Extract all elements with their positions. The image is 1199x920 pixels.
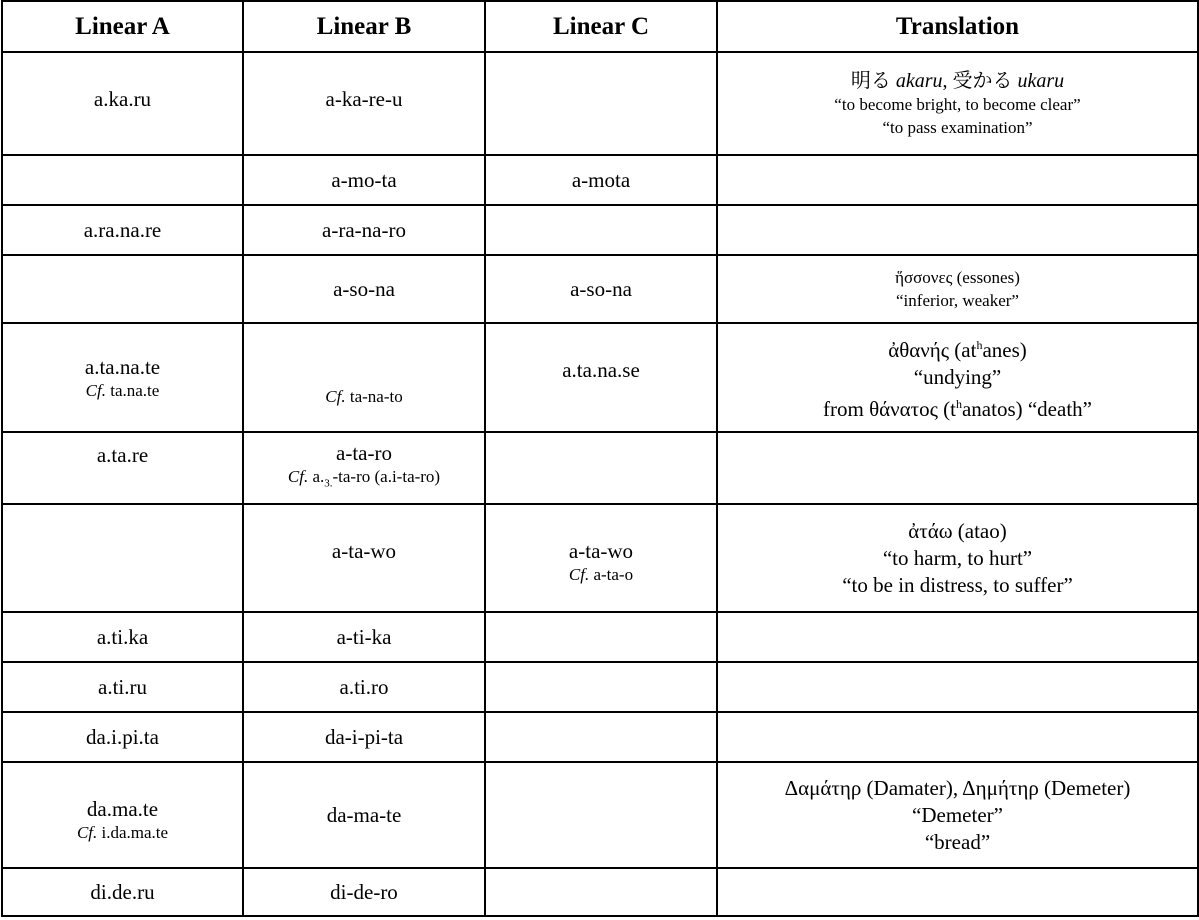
cell-linear-b: a-ta-ro Cf. $a._{3.}-ta-ro$ (a.i-ta-ro) bbox=[243, 432, 485, 504]
table-row bbox=[2, 762, 1198, 868]
cell-linear-c: a-ta-wo Cf. a-ta-o bbox=[485, 504, 717, 612]
cell-linear-b: a-mo-ta bbox=[243, 155, 485, 205]
cell-translation: ἀτάω (atao) “to harm, to hurt” “to be in distress, to suffer” bbox=[717, 504, 1198, 612]
cell-linear-c bbox=[485, 52, 717, 155]
table-row bbox=[2, 868, 1198, 916]
cell-linear-a: a.ta.re bbox=[2, 432, 243, 504]
cell-linear-a: da.ma.te Cf. i.da.ma.te bbox=[2, 762, 243, 868]
cell-translation: 明る akaru, 受かる ukaru “to become bright, to become clear” “to pass examination” bbox=[717, 52, 1198, 155]
cell-linear-c bbox=[485, 712, 717, 762]
table-row bbox=[2, 255, 1198, 323]
table-row bbox=[2, 612, 1198, 662]
table-row bbox=[2, 155, 1198, 205]
header-row bbox=[2, 1, 1198, 52]
header-linear-b: Linear B bbox=[243, 1, 485, 52]
table-row bbox=[2, 662, 1198, 712]
table-row bbox=[2, 205, 1198, 255]
cell-linear-c bbox=[485, 205, 717, 255]
cell-translation bbox=[717, 432, 1198, 504]
cell-translation bbox=[717, 712, 1198, 762]
cell-linear-b: Cf. ta-na-to bbox=[243, 323, 485, 432]
header-linear-a: Linear A bbox=[2, 1, 243, 52]
lexicon-table bbox=[1, 0, 1199, 917]
header-translation: Translation bbox=[717, 1, 1198, 52]
cell-translation bbox=[717, 662, 1198, 712]
cell-translation bbox=[717, 612, 1198, 662]
cell-linear-c bbox=[485, 868, 717, 916]
cell-linear-b: da-ma-te bbox=[243, 762, 485, 868]
cell-linear-a bbox=[2, 155, 243, 205]
cell-linear-b: di-de-ro bbox=[243, 868, 485, 916]
cell-linear-b: a-ka-re-u bbox=[243, 52, 485, 155]
cell-translation: Δαμάτηρ (Damater), Δημήτηρ (Demeter) “Demeter” “bread” bbox=[717, 762, 1198, 868]
cell-linear-b: a-ta-wo bbox=[243, 504, 485, 612]
cell-translation bbox=[717, 205, 1198, 255]
cell-linear-b: a-ra-na-ro bbox=[243, 205, 485, 255]
cell-linear-b: a-so-na bbox=[243, 255, 485, 323]
cell-translation: ἥσσονες (essones) “inferior, weaker” bbox=[717, 255, 1198, 323]
cell-linear-a bbox=[2, 255, 243, 323]
cell-translation bbox=[717, 155, 1198, 205]
cell-linear-b: a-ti-ka bbox=[243, 612, 485, 662]
cell-linear-b: a.ti.ro bbox=[243, 662, 485, 712]
table-row bbox=[2, 432, 1198, 504]
header-linear-c: Linear C bbox=[485, 1, 717, 52]
cell-linear-c bbox=[485, 662, 717, 712]
cell-linear-c bbox=[485, 762, 717, 868]
cell-linear-a: di.de.ru bbox=[2, 868, 243, 916]
cell-linear-c bbox=[485, 612, 717, 662]
cell-linear-c: a-mota bbox=[485, 155, 717, 205]
table-row bbox=[2, 504, 1198, 612]
cell-linear-c: a.ta.na.se bbox=[485, 323, 717, 432]
cell-translation bbox=[717, 868, 1198, 916]
cell-linear-b: da-i-pi-ta bbox=[243, 712, 485, 762]
cell-linear-a: a.ra.na.re bbox=[2, 205, 243, 255]
table-row bbox=[2, 323, 1198, 432]
cell-linear-a: a.ti.ka bbox=[2, 612, 243, 662]
cell-linear-a: a.ka.ru bbox=[2, 52, 243, 155]
cell-linear-a bbox=[2, 504, 243, 612]
table-row bbox=[2, 712, 1198, 762]
table-row bbox=[2, 52, 1198, 155]
cell-linear-c: a-so-na bbox=[485, 255, 717, 323]
cell-linear-c bbox=[485, 432, 717, 504]
cell-linear-a: a.ti.ru bbox=[2, 662, 243, 712]
cell-translation: ἀθανής $(at^hanes)$ “undying” from θάνατος $(t^hanatos)$ “death” bbox=[717, 323, 1198, 432]
cell-linear-a: da.i.pi.ta bbox=[2, 712, 243, 762]
cell-linear-a: a.ta.na.te Cf. ta.na.te bbox=[2, 323, 243, 432]
